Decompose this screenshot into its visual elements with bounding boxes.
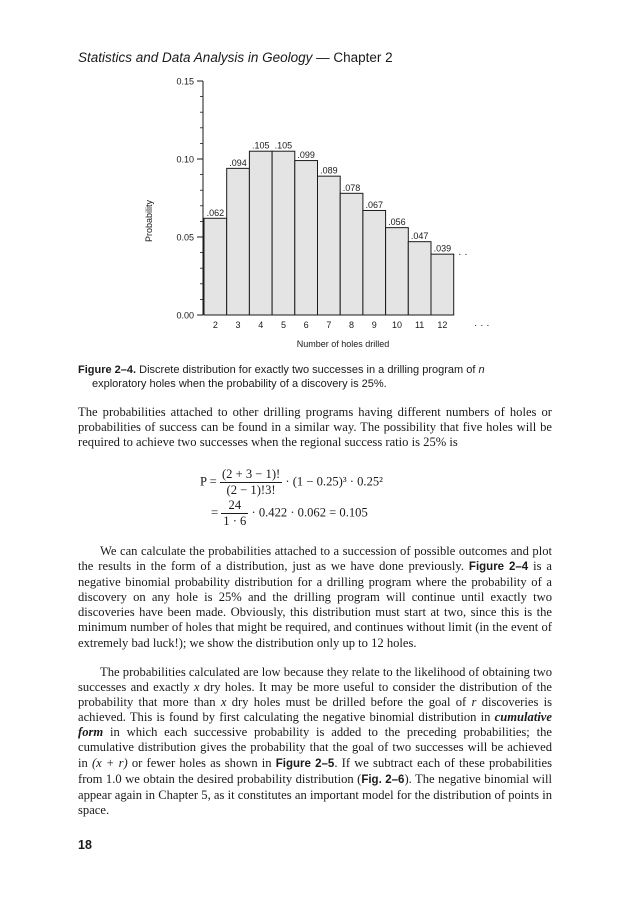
p3-text-d: discoveries is achieved. This is found by first calculating the negative binomial distribution in [78,695,553,725]
x-tick-label: 11 [414,320,425,330]
bar-value-label: .062 [206,207,225,218]
p2-figure-ref: Figure 2–4 [468,561,529,574]
x-tick-label: 2 [212,320,218,330]
p3-text-c: dry holes must be drilled before the goal of [231,695,467,710]
p3-var-x-1: x [193,680,200,695]
p2-text-a: We can calculate the probabilities attached to a succession of possible outcomes and plot the results in the form of a distribution, just as we have done previously. [78,544,552,574]
eq-rest-1: · (1 − 0.25)³ · 0.25² [285,474,383,489]
x-axis-label: Number of holes drilled [296,339,390,349]
p3-text-g: . If we subtract each of these probabilities from 1.0 we obtain the desired probability distribution ( [78,755,552,786]
x-tick-label: 12 [437,320,448,330]
p3-text-h: ). The negative binomial will appear again in Chapter 5, as it constitutes an important model for the distribution of points in space. [78,771,553,817]
p3-figure-ref-2: Fig. 2–6 [361,773,405,786]
bar [318,176,341,315]
bar [386,228,409,315]
p3-figure-ref-1: Figure 2–5 [275,757,335,770]
caption-var-n: n [478,364,485,376]
page-number: 18 [78,838,92,852]
bar [272,151,295,315]
bar [408,242,431,315]
y-tick-label: 0.05 [176,232,194,243]
probability-bar-chart [130,76,500,358]
bar-continuation-dots: · · · [452,249,468,260]
bar [363,210,386,315]
p3-cumulative-form: cumulative form [78,710,552,740]
x-tick-label: 8 [349,320,355,330]
paragraph-1: The probabilities attached to other drilling programs having different numbers of holes or probabilities of success can be found in a similar way. The possibility that five holes will be required to achieve two successes when the regional success ratio is 25% is [78,405,552,450]
p2-text-b: is a negative binomial probability distribution for a drilling program where the probability of a discovery on any hole is 25% and the drilling program will continue until exactly two discoveries have been made. Obviously, this distribution must start at two, since this is the minimum number of holes that might be required, and continues without limit (in the event of extremely bad luck!); we show the distribution only up to 12 holes. [78,559,552,650]
eq-fraction-1 [220,467,282,498]
x-tick-label: 9 [371,320,377,330]
p3-text-a: The probabilities calculated are low because they relate to the likelihood of obtaining two successes and exactly [78,665,552,695]
x-tick-label: 3 [235,320,241,330]
x-tick-label: 7 [326,320,332,330]
y-axis-label: Probability [144,199,154,243]
p3-expr: (x + r) [91,755,128,770]
figure-caption [78,363,556,391]
book-title: Statistics and Data Analysis in Geology [78,50,313,65]
bar [340,193,363,315]
x-tick-label: 10 [391,320,402,330]
eq-rest-2: · 0.422 · 0.062 = 0.105 [251,505,368,520]
x-tick-labels [213,320,448,330]
bar-value-label: .099 [297,150,315,161]
bar-value-label: .056 [388,217,406,228]
bar [204,218,227,315]
equation-line-1 [200,467,383,498]
bar-value-label: .089 [320,165,338,176]
bar [431,254,454,315]
caption-text-1: Discrete distribution for exactly two successes in a drilling program of [139,364,476,376]
eq-equals: = [211,505,219,520]
bar [249,151,272,315]
p3-var-x-2: x [220,695,227,710]
p3-text-b: dry holes. It may be more useful to consider the distribution of the probability that more than [78,680,553,710]
eq-den-1: (2 − 1)!3! [226,483,276,497]
bar-value-label: .047 [410,231,429,242]
x-continuation-dots: · · · [474,320,490,331]
p3-text-f: or fewer holes as shown in [131,755,272,770]
eq-lhs: P = [200,474,217,489]
y-axis [176,77,203,321]
bar-value-label: .105 [251,140,270,151]
bar [295,161,318,315]
y-tick-label: 0.00 [176,310,194,321]
y-tick-label: 0.15 [176,76,194,87]
eq-num-2: 24 [221,498,248,514]
bar-value-label: .039 [433,243,452,254]
p3-var-r: r [471,695,477,710]
x-tick-label: 4 [258,320,264,330]
bar-value-label: .067 [365,199,384,210]
figure-label: Figure 2–4. [78,364,137,376]
eq-den-2: 1 · 6 [223,514,247,528]
bar-value-label: .094 [229,157,247,168]
chapter-label: — Chapter 2 [316,50,393,65]
bar-value-label: .078 [342,182,361,193]
paragraph-3 [78,665,552,818]
y-tick-label: 0.10 [176,154,194,165]
eq-fraction-2 [221,498,248,529]
equation-line-2 [211,498,368,529]
running-head [78,50,393,65]
x-tick-label: 6 [303,320,309,330]
bar-value-label: .105 [274,140,293,151]
paragraph-2 [78,544,552,651]
p3-text-e: in which each successive probability is added to the preceding probabilities; the cumulative distribution gives the probability that the goal of two successes will be achieved in [78,725,552,770]
x-tick-label: 5 [280,320,286,330]
bar [227,168,250,315]
caption-text-2: exploratory holes when the probability of a discovery is 25%. [92,378,387,390]
eq-num-1: (2 + 3 − 1)! [221,467,281,481]
